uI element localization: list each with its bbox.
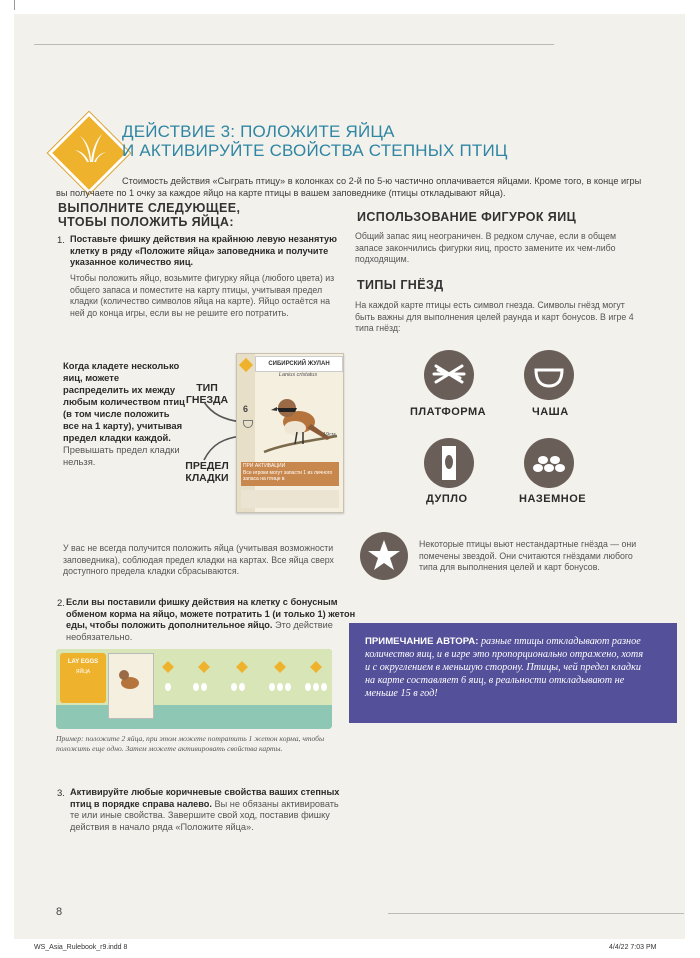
grass-icon: [70, 128, 110, 168]
board-bird-art: [108, 653, 152, 717]
board-caption: Пример: положите 2 яйца, при этом можете потратить 1 жетон корма, чтобы положить еще одно. Затем можете активировать свойства карты.: [56, 734, 325, 753]
cavity-nest-icon: [424, 438, 474, 488]
flavor-box: [241, 490, 339, 508]
bottom-rule: [388, 913, 684, 914]
platform-nest-icon: [424, 350, 474, 400]
heading-egg-figures: ИСПОЛЬЗОВАНИЕ ФИГУРОК ЯИЦ: [357, 210, 577, 224]
shrike-illustration: [259, 382, 339, 462]
step3-paragraph: [70, 787, 342, 833]
top-rule: [34, 44, 554, 45]
egg-figures-text: Общий запас яиц неограничен. В редком случае, если в общем запасе закончились фигурки яиц, просто замените их чем-либо подходящим.: [355, 231, 617, 265]
star-nest-icon: [360, 532, 408, 580]
ability-text: Все игроки могут запасти 1 из личного запаса на птице в: [243, 469, 333, 482]
author-note-body: [365, 635, 645, 700]
bowl-nest-icon: [524, 350, 574, 400]
bird-card: [236, 353, 344, 513]
card-sidebar: [237, 354, 255, 512]
title-line-1: ДЕЙСТВИЕ 3: ПОЛОЖИТЕ ЯЙЦА: [122, 122, 395, 141]
author-note-label: ПРИМЕЧАНИЕ АВТОРА:: [365, 636, 479, 647]
nest-label-bowl: ЧАША: [532, 406, 569, 418]
side-note-bold: Когда кладете несколько яиц, можете распределить их между любым количеством птиц (в том числе положить все на 1 карту), учитывая предел кладки каждой.: [63, 360, 185, 443]
left-heading-line-2: ЧТОБЫ ПОЛОЖИТЬ ЯЙЦА:: [58, 215, 234, 229]
egg-overflow-note: У вас не всегда получится положить яйца (учитывая возможности заповедника), соблюдая предел кладки на картах. Все яйца сверх доступного предела кладки сбрасываются.: [63, 543, 334, 577]
title-line-2: И АКТИВИРУЙТЕ СВОЙСТВА СТЕПНЫХ ПТИЦ: [122, 141, 508, 160]
page-title: [122, 122, 508, 160]
step3-bold: Активируйте любые коричневые свойства ваших степных птиц в порядке справа налево.: [70, 787, 340, 809]
side-note-text: Превышать предел кладки нельзя.: [63, 444, 180, 467]
nest-label-platform: ПЛАТФОРМА: [410, 406, 487, 418]
author-note: [349, 623, 677, 723]
nest-label-ground: НАЗЕМНОЕ: [519, 493, 587, 505]
wingspan: 19см: [323, 432, 336, 438]
footer-date: 4/4/22 7:03 PM: [609, 944, 657, 951]
ground-nest-icon: [524, 438, 574, 488]
step1-text: Чтобы положить яйцо, возьмите фигурку яйца (любого цвета) из общего запаса и поместите на карту птицы, учитывая предел кладки (количество символов яйца на карте). Яйцо остаётся на ней до конца игры, если вы не решите его потратить.: [70, 273, 335, 318]
nest-type-label: ТИП ГНЕЗДА: [185, 382, 229, 406]
left-heading: [58, 201, 240, 229]
step1-number: 1.: [57, 235, 65, 246]
egg-slots: [156, 655, 332, 705]
left-heading-line-1: ВЫПОЛНИТЕ СЛЕДУЮЩЕЕ,: [58, 201, 241, 215]
card-egg-limit: 6: [243, 404, 249, 414]
star-nest-text: Некоторые птицы вьют нестандартные гнёзда — они помечены звездой. Они считаются гнёздами любого типа для выполнения целей и карт бонусов.: [419, 539, 637, 573]
page-number: 8: [56, 906, 63, 918]
heading-nest-types: ТИПЫ ГНЁЗД: [357, 278, 444, 292]
step2-paragraph: [66, 597, 356, 643]
nest-label-cavity: ДУПЛО: [426, 493, 468, 505]
ability-title: ПРИ АКТИВАЦИИ: [243, 463, 286, 469]
bird-latin: Lanius cristatus: [278, 372, 318, 378]
side-note: [63, 360, 187, 468]
step1-bold: Поставьте фишку действия на крайнюю левую незанятую клетку в ряду «Положите яйца» заповедника и получите указанное количество яиц.: [70, 234, 338, 268]
board-water: [56, 705, 332, 729]
row-label: LAY EGGS: [67, 659, 99, 665]
intro-text: Стоимость действия «Сыграть птицу» в колонках со 2-й по 5-ю частично оплачивается яйцами. Кроме того, в конце игры вы получаете по 1 очку за каждое яйцо на карте птицы в вашем заповеднике (птицы откладывают яйца).: [56, 176, 642, 198]
egg-limit-label: ПРЕДЕЛ КЛАДКИ: [185, 460, 229, 484]
ability-box: [241, 462, 339, 486]
step2-text: Это действие необязательно.: [66, 620, 333, 642]
step2-number: 2.: [57, 598, 65, 609]
step3-number: 3.: [57, 788, 65, 799]
bird-name: СИБИРСКИЙ ЖУЛАН: [255, 356, 343, 372]
step3-text: Вы не обязаны активировать те или иные свойства. Завершите свой ход, поставив фишку действия в начало ряда «Положите яйца».: [70, 798, 339, 832]
row-sublabel: ЯЙЦА: [75, 669, 91, 675]
footer-file: WS_Asia_Rulebook_r9.indd 8: [34, 944, 128, 951]
step2-bold: Если вы поставили фишку действия на клетку с бонусным обменом корма на яйцо, можете потратить 1 (и только 1) жетон еды, чтобы положить дополнительное яйцо.: [66, 597, 356, 631]
board-illustration: [56, 649, 332, 729]
nest-types-text: На каждой карте птицы есть символ гнезда. Символы гнёзд могут быть важны для выполнения целей раунда и карт бонусов. В игре 4 типа гнёзд:: [355, 300, 634, 334]
author-note-text: разные птицы откладывают разное количество яиц, и в игре это пропорционально отражено, хотя и с округлением в меньшую сторону. Птицы, чей предел кладки на карте составляет 6 яиц, в реальности откладывают не меньше 15 в год!: [365, 636, 644, 699]
